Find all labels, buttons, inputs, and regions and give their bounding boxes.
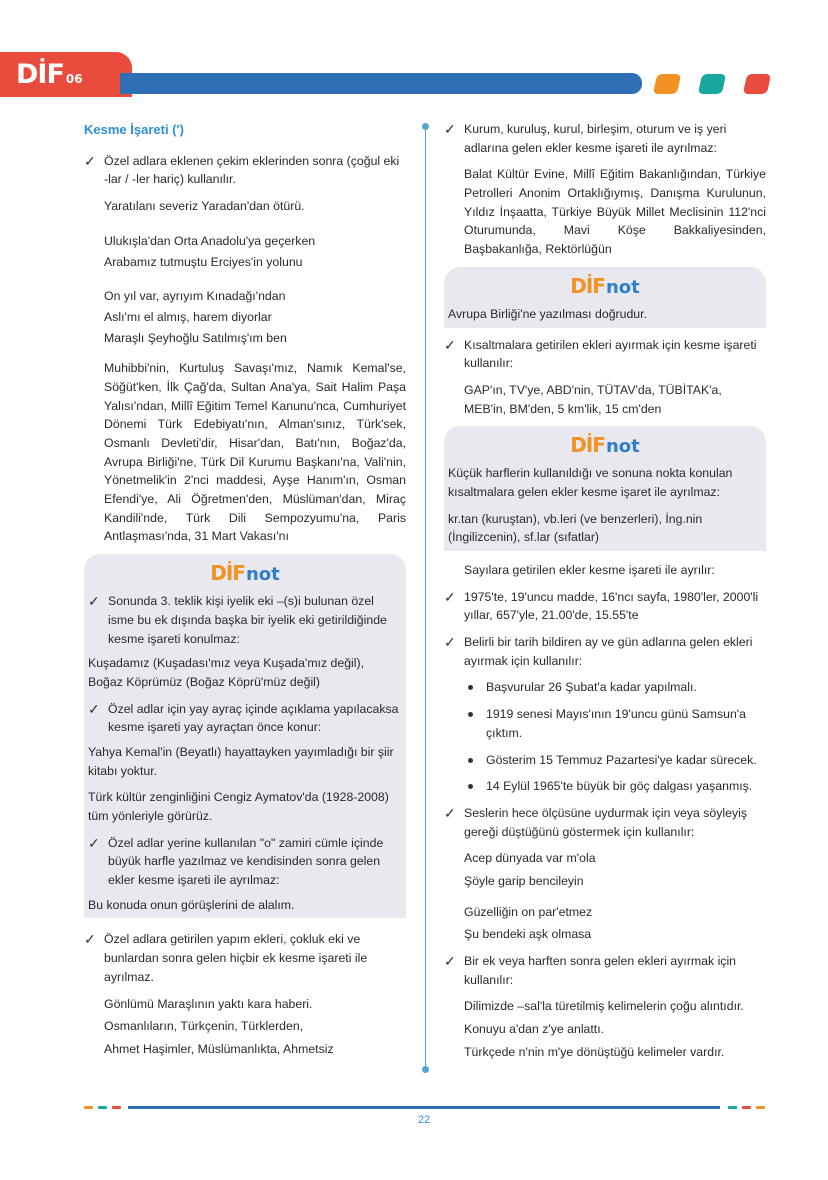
check-icon: ✓ — [444, 634, 456, 651]
column-divider — [425, 126, 426, 1071]
rule-item: ✓ Belirli bir tarih bildiren ay ve gün adlarına gelen ekleri ayırmak için kullanılır: — [444, 634, 753, 668]
example-text: Şöyle garip bencileyin — [464, 873, 584, 888]
bullet-item: Gösterim 15 Temmuz Pazartesi'ye kadar sürecek. — [464, 751, 766, 770]
note-rule: ✓ Sonunda 3. teklik kişi iyelik eki –(s)i bulunan özel isme bu ek dışında başka bir iyelik eki getirildiğinde kesme işareti konulmaz: — [88, 593, 387, 646]
note-rule: ✓ Özel adlar için yay ayraç içinde açıklama yapılacaksa kesme işareti yay ayraçtan önce konur: — [88, 700, 399, 735]
example-text: GAP'ın, TV'ye, ABD'nin, TÜTAV'da, TÜBİTAK'a, MEB'in, BM'den, 5 km'lik, 15 cm'den — [464, 382, 722, 416]
right-column — [444, 120, 766, 1069]
example-text: Yaratılanı severiz Yaradan'dan ötürü. — [104, 199, 305, 214]
note-rule: ✓ Özel adlar yerine kullanılan "o" zamiri cümle içinde büyük harfle yazılmaz ve kendisinden sonra gelen ekler kesme işareti ile ayrılmaz: — [88, 834, 384, 888]
header-logo: DİF 06 — [16, 59, 83, 90]
divider-dot-top — [422, 123, 429, 130]
example-text: Dilimizde –sal'la türetilmiş kelimelerin çoğu alıntıdır. — [464, 999, 744, 1014]
header-bar — [120, 73, 642, 94]
rule-item: ✓ Özel adlara getirilen yapım ekleri, çokluk eki ve bunlardan sonra gelen hiçbir ek kesme işareti ile ayrılmaz. — [84, 931, 368, 984]
note-text: Avrupa Birliği'ne yazılması doğrudur. — [448, 306, 647, 321]
example-text: Ahmet Haşimler, Müslümanlıkta, Ahmetsiz — [104, 1041, 334, 1056]
header-square-teal — [698, 74, 726, 94]
rule-item: ✓ 1975'te, 19'uncu madde, 16'ncı sayfa, 1980'ler, 2000'li yıllar, 657'yle, 21.00'de, 15.55'te — [444, 588, 759, 623]
footer-dash-red — [112, 1106, 121, 1109]
example-text: Güzelliğin on par'etmez — [464, 904, 593, 919]
example-text: Maraşlı Şeyhoğlu Satılmış'ım ben — [104, 330, 287, 345]
footer-dash-teal — [728, 1106, 737, 1109]
example-text: Ulukışla'dan Orta Anadolu'ya geçerken — [104, 233, 316, 248]
check-icon: ✓ — [84, 152, 96, 169]
example-text: On yıl var, ayrıyım Kınadağı'ndan — [104, 289, 286, 304]
dif-note-box — [84, 554, 406, 918]
example-paragraph: Balat Kültür Evine, Millî Eğitim Bakanlığından, Türkiye Petrolleri Anonim Ortaklığıymış, Danışma Kurulunun, Yıldız İnşaatta, Türkiye Büyük Millet Meclisinin 112'nci Oturumunda, Mavi Köşe Bakkaliyesinden, Başbakanlığa, Rektörlüğün — [464, 167, 766, 257]
bullet-item: 14 Eylül 1965'te büyük bir göç dalgası yaşanmış. — [464, 777, 766, 796]
check-icon: ✓ — [444, 953, 456, 969]
note-example: Türk kültür zenginliğini Cengiz Aymatov'da (1928-2008) tüm yönleriyle görürüz. — [88, 790, 389, 823]
example-text: Arabamız tutmuştu Erciyes'in yolunu — [104, 254, 303, 269]
chapter-number: 06 — [65, 72, 83, 86]
bullet-item: Başvurular 26 Şubat'a kadar yapılmalı. — [464, 678, 766, 697]
rule-item: ✓ Özel adlara eklenen çekim eklerinden sonra (çoğul eki -lar / -ler hariç) kullanılır. — [84, 152, 400, 187]
note-text: Küçük harflerin kullanıldığı ve sonuna nokta konulan kısaltmalara gelen ekler kesme işaret ile ayrılmaz: — [448, 466, 733, 499]
check-icon: ✓ — [444, 588, 456, 605]
rule-item: ✓ Kısaltmalara getirilen ekleri ayırmak için kesme işareti kullanılır: — [444, 336, 757, 371]
footer-dash-red — [742, 1106, 751, 1109]
rule-item: ✓ Kurum, kuruluş, kurul, birleşim, oturum ve iş yeri adlarına gelen ekler kesme işareti ile ayrılmaz: — [444, 121, 727, 155]
example-text: Şu bendeki aşk olmasa — [464, 927, 592, 942]
footer-line — [128, 1106, 720, 1109]
dif-note-box — [444, 267, 766, 328]
dif-not-logo: DİFnot — [210, 561, 280, 586]
dif-not-logo: DİFnot — [570, 433, 640, 458]
header-square-orange — [653, 74, 681, 94]
footer-dash-orange — [84, 1106, 93, 1109]
note-example: Bu konuda onun görüşlerini de alalım. — [88, 897, 295, 912]
left-column — [84, 120, 406, 1067]
note-example: Kuşadamız (Kuşadası'mız veya Kuşada'mız değil), Boğaz Köprümüz (Boğaz Köprü'müz değil) — [88, 656, 365, 689]
check-icon: ✓ — [84, 931, 96, 948]
check-icon: ✓ — [88, 593, 100, 610]
section-title: Kesme İşareti (') — [84, 122, 184, 137]
page-number: 22 — [417, 1114, 431, 1126]
intro-text: Sayılara getirilen ekler kesme işareti ile ayrılır: — [464, 563, 715, 577]
example-text: Aslı'mı el almış, harem diyorlar — [104, 309, 272, 324]
dif-not-logo: DİFnot — [570, 273, 640, 298]
check-icon: ✓ — [88, 700, 100, 717]
example-text: Osmanlıların, Türkçenin, Türklerden, — [104, 1019, 304, 1034]
footer-dash-teal — [98, 1106, 107, 1109]
note-example: kr.tan (kuruştan), vb.leri (ve benzerleri), İng.nin (İngilizcenin), sf.lar (sıfatlar) — [448, 511, 703, 545]
check-icon: ✓ — [444, 336, 456, 353]
dif-note-box — [444, 426, 766, 551]
header-square-red — [743, 74, 771, 94]
bullet-item: 1919 senesi Mayıs'ının 19'uncu günü Samsun'a çıktım. — [464, 705, 766, 742]
example-text: Acep dünyada var m'ola — [464, 851, 596, 866]
check-icon: ✓ — [444, 121, 456, 137]
example-text: Gönlümü Maraşlının yaktı kara haberi. — [104, 996, 313, 1011]
rule-item: ✓ Seslerin hece ölçüsüne uydurmak için veya söyleyiş gereği düştüğünü göstermek için kullanılır: — [444, 804, 747, 839]
check-icon: ✓ — [88, 834, 100, 851]
check-icon: ✓ — [444, 804, 456, 821]
divider-dot-bottom — [422, 1066, 429, 1073]
example-text: Türkçede n'nin m'ye dönüştüğü kelimeler vardır. — [464, 1044, 725, 1059]
footer-dash-orange — [756, 1106, 765, 1109]
rule-item: ✓ Bir ek veya harften sonra gelen ekleri ayırmak için kullanılır: — [444, 953, 737, 987]
example-text: Konuyu a'dan z'ye anlattı. — [464, 1022, 605, 1037]
example-paragraph: Muhibbi'nin, Kurtuluş Savaşı'mız, Namık Kemal'se, Söğüt'ken, İlk Çağ'da, Sultan Ana'ya, Sait Halim Paşa Yalısı'ndan, Millî Eğitim Temel Kanunu'nca, Cumhuriyet Dönemi Türk Edebiyatı'nın, Alman'sınız, Türk'sek, Osmanlı Devleti'dir, Hisar'dan, Batı'nın, Boğaz'da, Avrupa Birliği'ne, Türk Dil Kurumu Başkanı'na, Vali'nin, Yönetmelik'in 2'nci maddesi, Ayşe Hanım'ın, Osman Efendi'ye, Ali Öğretmen'den, Müslüman'dan, Miraç Kandili'nde, Türk Dili Sempozyumu'na, Paris Antlaşması'nda, 31 Mart Vakası'nı — [104, 361, 406, 544]
note-example: Yahya Kemal'in (Beyatlı) hayattayken yayımladığı bir şiir kitabı yoktur. — [88, 744, 394, 778]
